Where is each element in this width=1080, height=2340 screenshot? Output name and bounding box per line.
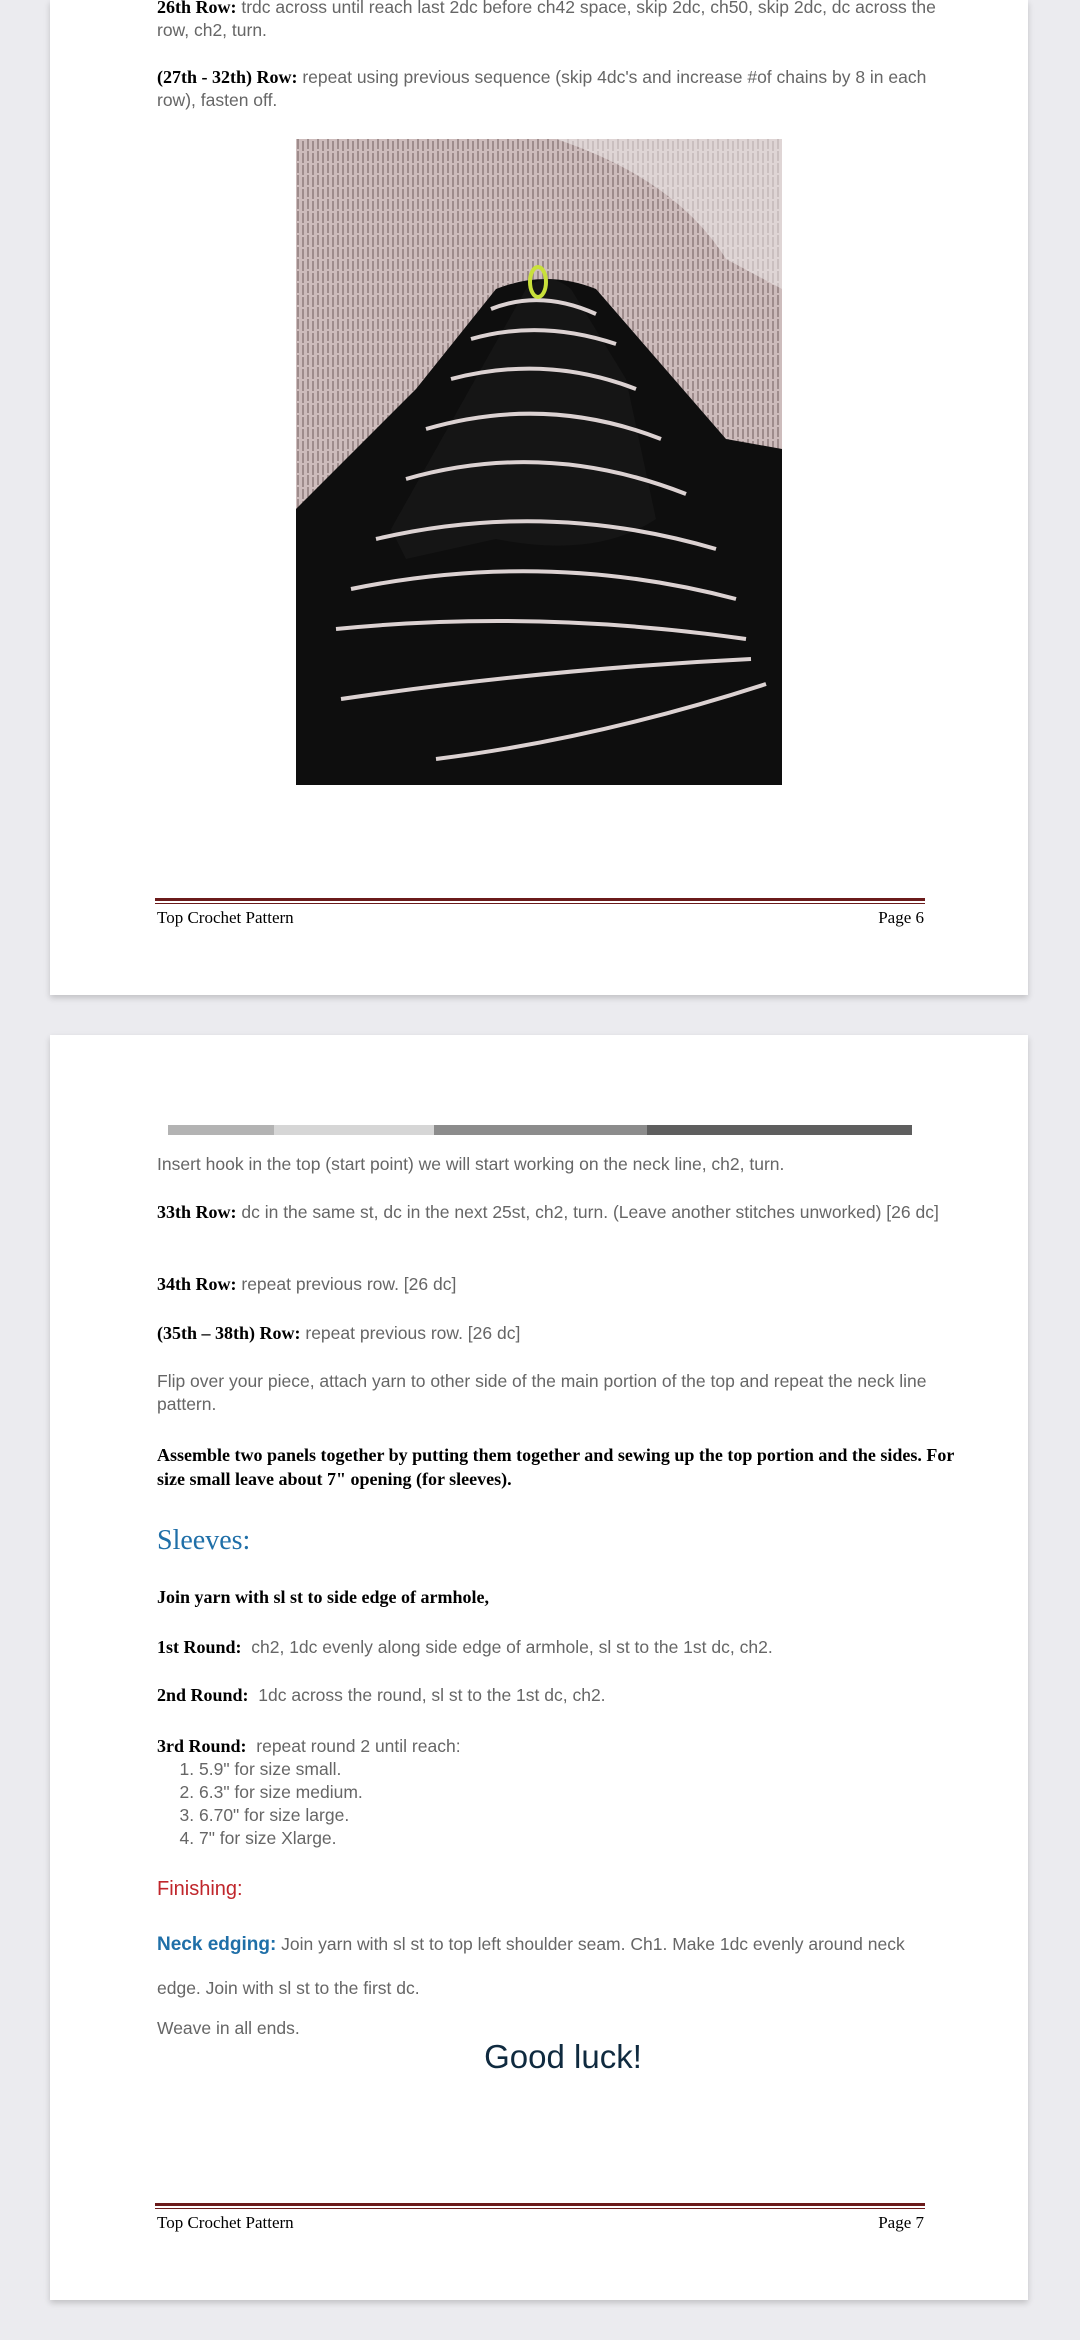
header-bar-segment (274, 1125, 434, 1135)
round-2: 2nd Round: 1dc across the round, sl st to the 1st dc, ch2. (157, 1685, 606, 1705)
row-35-38: (35th – 38th) Row: repeat previous row. [26 dc] (157, 1323, 521, 1343)
finishing-heading: Finishing: (157, 1878, 243, 1900)
crochet-photo (296, 139, 782, 785)
row-27-32: (27th - 32th) Row: repeat using previous sequence (skip 4dc's and increase #of chains by 8 in each row), fasten off. (157, 67, 927, 110)
list-item: 2. 6.3" for size medium. (199, 1781, 969, 1804)
header-bar-segment (434, 1125, 647, 1135)
crochet-photo-graphic (296, 139, 782, 785)
assemble-instruction: Assemble two panels together by putting them together and sewing up the top portion and the sides. For size small leave about 7" opening (for sleeves). (157, 1445, 955, 1489)
neck-edging: Neck edging: Join yarn with sl st to top left shoulder seam. Ch1. Make 1dc evenly around neck (157, 1934, 905, 1955)
list-item: 3. 6.70" for size large. (199, 1804, 969, 1827)
sleeves-heading: Sleeves: (157, 1525, 251, 1556)
round-1: 1st Round: ch2, 1dc evenly along side edge of armhole, sl st to the 1st dc, ch2. (157, 1637, 773, 1657)
good-luck: Good luck! (484, 2038, 642, 2075)
footer-rule (155, 2203, 925, 2209)
header-bar-segment (647, 1125, 912, 1135)
footer-page-number: Page 6 (878, 908, 924, 927)
footer-page-number: Page 7 (878, 2213, 924, 2232)
footer-title: Top Crochet Pattern (157, 2213, 294, 2232)
row-34: 34th Row: repeat previous row. [26 dc] (157, 1274, 457, 1294)
intro: Insert hook in the top (start point) we will start working on the neck line, ch2, turn. (157, 1154, 785, 1174)
page-6 (50, 0, 1028, 995)
flip-instruction: Flip over your piece, attach yarn to other side of the main portion of the top and repeat the neck line pattern. (157, 1371, 927, 1414)
footer-rule (155, 898, 925, 904)
weave-instruction: Weave in all ends. (157, 2018, 300, 2038)
page-7 (50, 1035, 1028, 2300)
neck-edging-continued: edge. Join with sl st to the first dc. (157, 1978, 420, 1998)
size-list (157, 1758, 969, 1850)
list-item: 1. 5.9" for size small. (199, 1758, 969, 1781)
round-3: 3rd Round: repeat round 2 until reach: 1. 5.9" for size small. 2. 6.3" for size medium. 3. 6.70" for size large. 4. 7" for size Xlarge. (157, 1735, 969, 1850)
row-26: 26th Row: trdc across until reach last 2dc before ch42 space, skip 2dc, ch50, skip 2dc, dc across the row, ch2, turn. (157, 0, 936, 40)
join-instruction: Join yarn with sl st to side edge of armhole, (157, 1587, 489, 1607)
header-bar-segment (168, 1125, 274, 1135)
list-item: 4. 7" for size Xlarge. (199, 1827, 969, 1850)
row-33: 33th Row: dc in the same st, dc in the next 25st, ch2, turn. (Leave another stitches unworked) [26 dc] (157, 1202, 939, 1222)
footer-title: Top Crochet Pattern (157, 908, 294, 927)
